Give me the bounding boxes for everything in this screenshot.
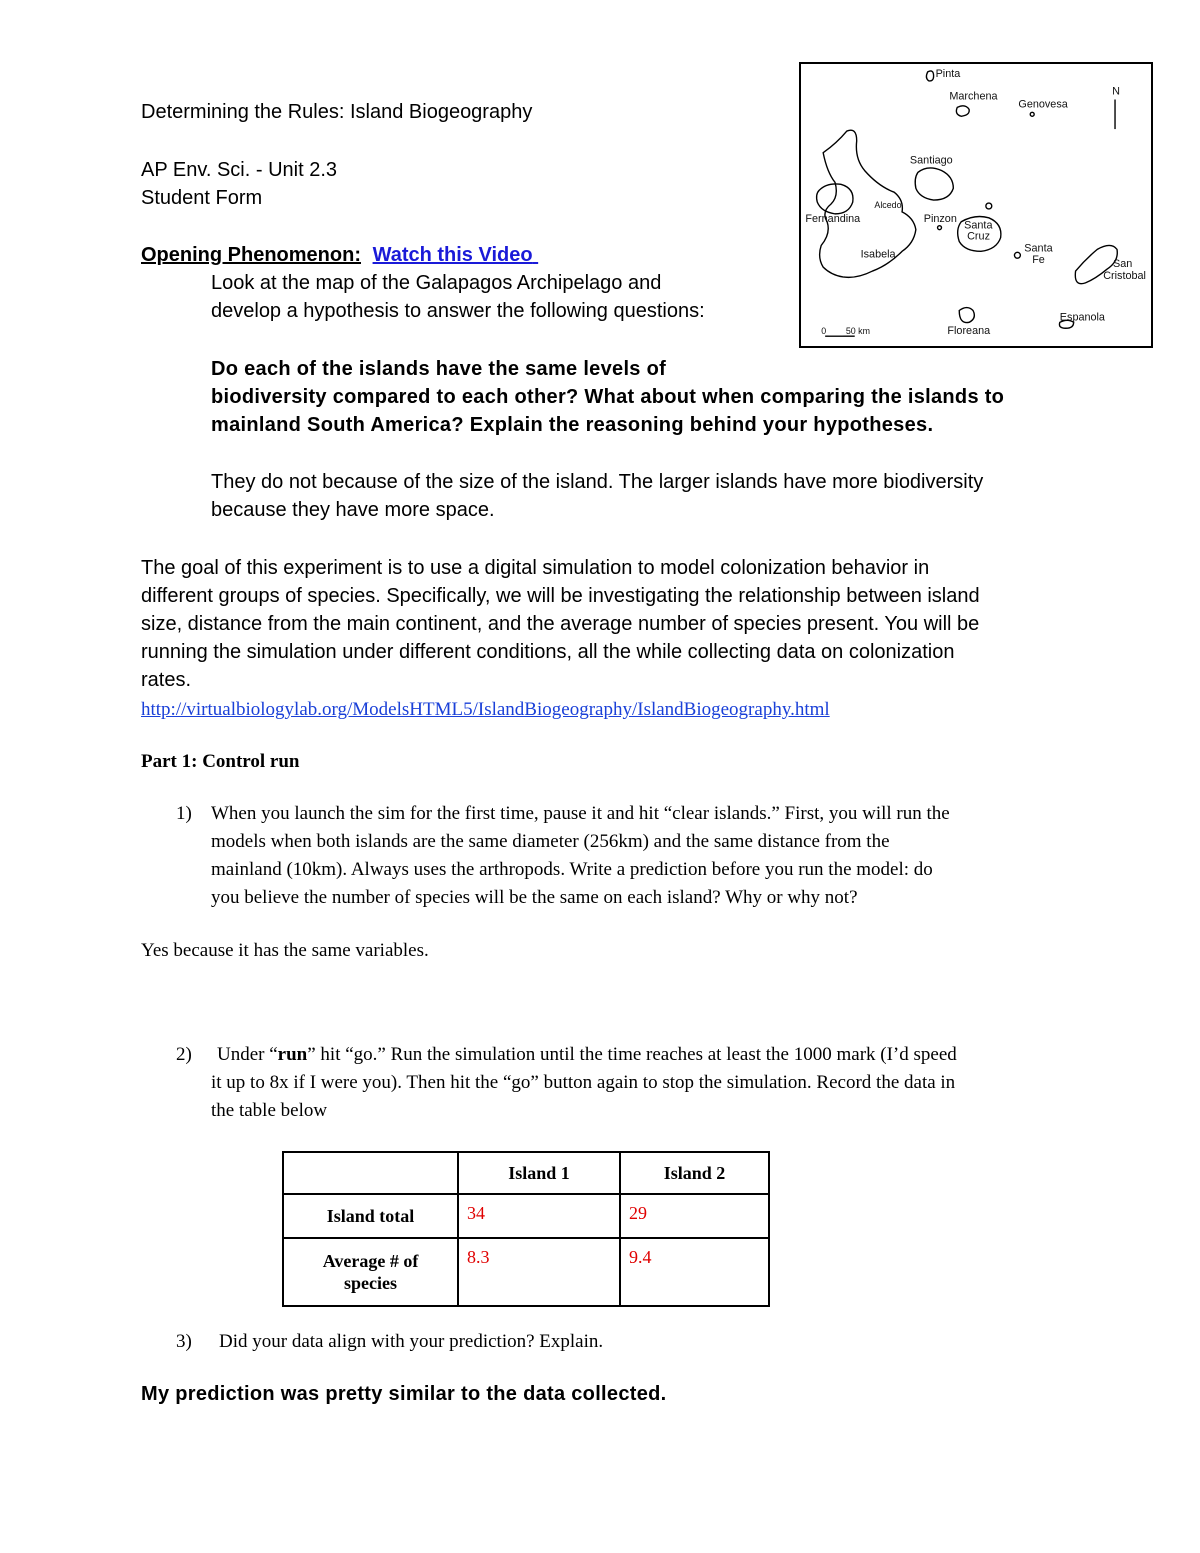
- baltra-island-shape: [986, 203, 992, 209]
- cell-island2-total[interactable]: 29: [620, 1194, 769, 1238]
- q1-number: 1): [176, 803, 192, 824]
- q2-post: ” hit “go.” Run the simulation until the time reaches at least the 1000 mark (I’d speed: [307, 1044, 957, 1065]
- row-label-average-line-1: Average # of: [322, 1251, 419, 1271]
- q2-line-3: the table below: [211, 1100, 328, 1121]
- q1-line-3: mainland (10km). Always uses the arthropods. Write a prediction before you run the model: do: [211, 859, 933, 880]
- santiago-island-shape: [915, 168, 953, 200]
- galapagos-map-drawing: [801, 64, 1151, 346]
- a3-answer: My prediction was pretty similar to the data collected.: [141, 1383, 667, 1405]
- data-table: [282, 1151, 770, 1307]
- map-compass-n: N: [1112, 85, 1120, 98]
- pinta-island-shape: [926, 71, 933, 81]
- row-label-island-total: Island total: [283, 1194, 458, 1238]
- map-scale-label: 0 ___ 50 km: [821, 326, 870, 337]
- table-header-island-2: Island 2: [620, 1152, 769, 1194]
- document-title: Determining the Rules: Island Biogeography: [141, 101, 533, 123]
- map-label-santa-cruz-1: Santa: [964, 219, 993, 232]
- map-label-santa-fe-1: Santa: [1024, 242, 1053, 255]
- opening-label: Opening Phenomenon:: [141, 244, 361, 266]
- table-row: [283, 1194, 769, 1238]
- q3-number: 3): [176, 1331, 192, 1352]
- row-label-average-species: [283, 1238, 458, 1306]
- q2-run-word: run: [277, 1044, 308, 1065]
- q3-text: Did your data align with your prediction? Explain.: [219, 1331, 604, 1352]
- floreana-island-shape: [959, 308, 974, 323]
- part1-heading: Part 1: Control run: [141, 751, 300, 772]
- table-header-row: [283, 1152, 769, 1194]
- q2-number: 2): [176, 1044, 192, 1065]
- cell-island1-total[interactable]: 34: [458, 1194, 620, 1238]
- opening-heading: [141, 241, 538, 269]
- pinzon-island-shape: [938, 226, 942, 230]
- galapagos-map: [799, 62, 1153, 348]
- watch-video-link[interactable]: Watch this Video: [372, 244, 533, 266]
- map-label-santa-cruz-2: Cruz: [967, 230, 991, 243]
- goal-line-2: different groups of species. Specifically, we will be investigating the relationship between island: [141, 585, 980, 607]
- goal-line-4: running the simulation under different conditions, all the while collecting data on colonization: [141, 641, 955, 663]
- genovesa-island-shape: [1030, 112, 1034, 116]
- q2-line-2: it up to 8x if I were you). Then hit the “go” button again to stop the simulation. Record the data in: [211, 1072, 956, 1093]
- q1-line-1: When you launch the sim for the first time, pause it and hit “clear islands.” First, you will run the: [211, 803, 950, 824]
- form-label: Student Form: [141, 187, 263, 209]
- map-label-isabela: Isabela: [860, 248, 896, 261]
- cell-island1-average[interactable]: 8.3: [458, 1238, 620, 1306]
- goal-line-5: rates.: [141, 669, 192, 691]
- simulation-url-link[interactable]: http://virtualbiologylab.org/ModelsHTML5/IslandBiogeography/IslandBiogeography.html: [141, 699, 830, 720]
- opening-instruction-1: Look at the map of the Galapagos Archipelago and: [211, 272, 662, 294]
- map-label-pinta: Pinta: [935, 67, 961, 80]
- a1-answer: Yes because it has the same variables.: [141, 940, 429, 961]
- table-header-empty: [283, 1152, 458, 1194]
- map-label-marchena: Marchena: [949, 90, 998, 103]
- table-row: [283, 1238, 769, 1306]
- cell-island2-average[interactable]: 9.4: [620, 1238, 769, 1306]
- q1-line-2: models when both islands are the same diameter (256km) and the same distance from the: [211, 831, 890, 852]
- map-label-san-cristobal-2: Cristobal: [1103, 269, 1146, 282]
- goal-line-3: size, distance from the main continent, and the average number of species present. You will be: [141, 613, 980, 635]
- q1-line-4: you believe the number of species will be the same on each island? Why or why not?: [211, 887, 858, 908]
- map-label-espanola: Espanola: [1059, 311, 1105, 324]
- map-label-genovesa: Genovesa: [1018, 98, 1068, 111]
- map-label-fernandina: Fernandina: [805, 212, 861, 225]
- map-label-floreana: Floreana: [947, 325, 991, 338]
- goal-line-1: The goal of this experiment is to use a digital simulation to model colonization behavior in: [141, 557, 930, 579]
- map-label-pinzon: Pinzon: [923, 212, 957, 225]
- link-underline-space: [533, 244, 539, 266]
- map-label-santa-fe-2: Fe: [1032, 254, 1045, 267]
- santa-fe-island-shape: [1014, 252, 1020, 258]
- opening-question-1: Do each of the islands have the same levels of: [211, 358, 667, 380]
- q2-line-1: [217, 1041, 957, 1069]
- opening-question-2: biodiversity compared to each other? What about when comparing the islands to: [211, 386, 1005, 408]
- opening-instruction-2: develop a hypothesis to answer the following questions:: [211, 300, 705, 322]
- map-label-santiago: Santiago: [909, 154, 953, 167]
- marchena-island-shape: [956, 106, 969, 116]
- q2-pre: Under “: [217, 1044, 278, 1065]
- table-header-island-1: Island 1: [458, 1152, 620, 1194]
- opening-question-3: mainland South America? Explain the reasoning behind your hypotheses.: [211, 414, 934, 436]
- map-label-alcedo: Alcedo: [874, 199, 902, 210]
- course-label: AP Env. Sci. - Unit 2.3: [141, 159, 338, 181]
- map-label-san-cristobal-1: San: [1113, 258, 1133, 271]
- opening-answer-2: because they have more space.: [211, 499, 495, 521]
- row-label-average-line-2: species: [344, 1273, 397, 1293]
- opening-answer-1: They do not because of the size of the island. The larger islands have more biodiversity: [211, 471, 984, 493]
